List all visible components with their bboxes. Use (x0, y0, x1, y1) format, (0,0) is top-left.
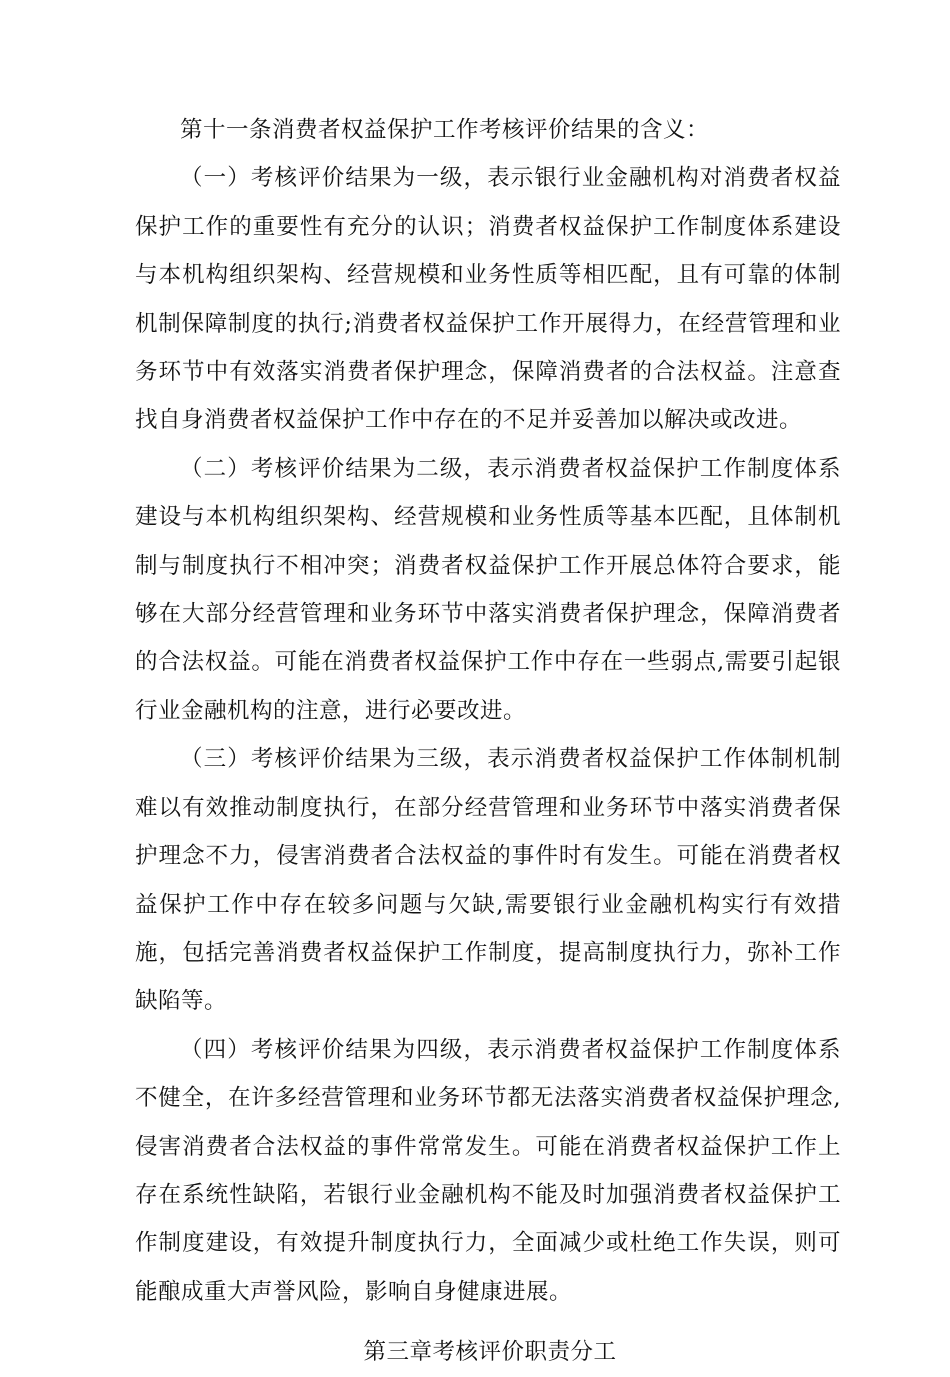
level-four-paragraph: （四）考核评价结果为四级，表示消费者权益保护工作制度体系不健全，在许多经营管理和业务环节都无法落实消费者权益保护理念,侵害消费者合法权益的事件常常发生。可能在消费者权益保护工作上存在系统性缺陷，若银行业金融机构不能及时加强消费者权益保护工作制度建设，有效提升制度执行力，全面减少或杜绝工作失误，则可能酿成重大声誉风险，影响自身健康进展。 (135, 1036, 841, 1305)
document-body (135, 106, 841, 1377)
level-one-paragraph: （一）考核评价结果为一级，表示银行业金融机构对消费者权益保护工作的重要性有充分的认识；消费者权益保护工作制度体系建设与本机构组织架构、经营规模和业务性质等相匹配，且有可靠的体制机制保障制度的执行;消费者权益保护工作开展得力，在经营管理和业务环节中有效落实消费者保护理念，保障消费者的合法权益。注意查找自身消费者权益保护工作中存在的不足并妥善加以解决或改进。 (135, 165, 841, 434)
level-two-paragraph: （二）考核评价结果为二级，表示消费者权益保护工作制度体系建设与本机构组织架构、经营规模和业务性质等基本匹配，且体制机制与制度执行不相冲突；消费者权益保护工作开展总体符合要求，能够在大部分经营管理和业务环节中落实消费者保护理念，保障消费者的合法权益。可能在消费者权益保护工作中存在一些弱点,需要引起银行业金融机构的注意，进行必要改进。 (135, 455, 841, 724)
chapter-heading: 第三章考核评价职责分工 (363, 1339, 617, 1366)
article-11-title: 第十一条消费者权益保护工作考核评价结果的含义： (180, 117, 710, 143)
level-three-paragraph: （三）考核评价结果为三级，表示消费者权益保护工作体制机制难以有效推动制度执行，在部分经营管理和业务环节中落实消费者保护理念不力，侵害消费者合法权益的事件时有发生。可能在消费者权益保护工作中存在较多问题与欠缺,需要银行业金融机构实行有效措施，包括完善消费者权益保护工作制度，提高制度执行力，弥补工作缺陷等。 (135, 746, 841, 1015)
